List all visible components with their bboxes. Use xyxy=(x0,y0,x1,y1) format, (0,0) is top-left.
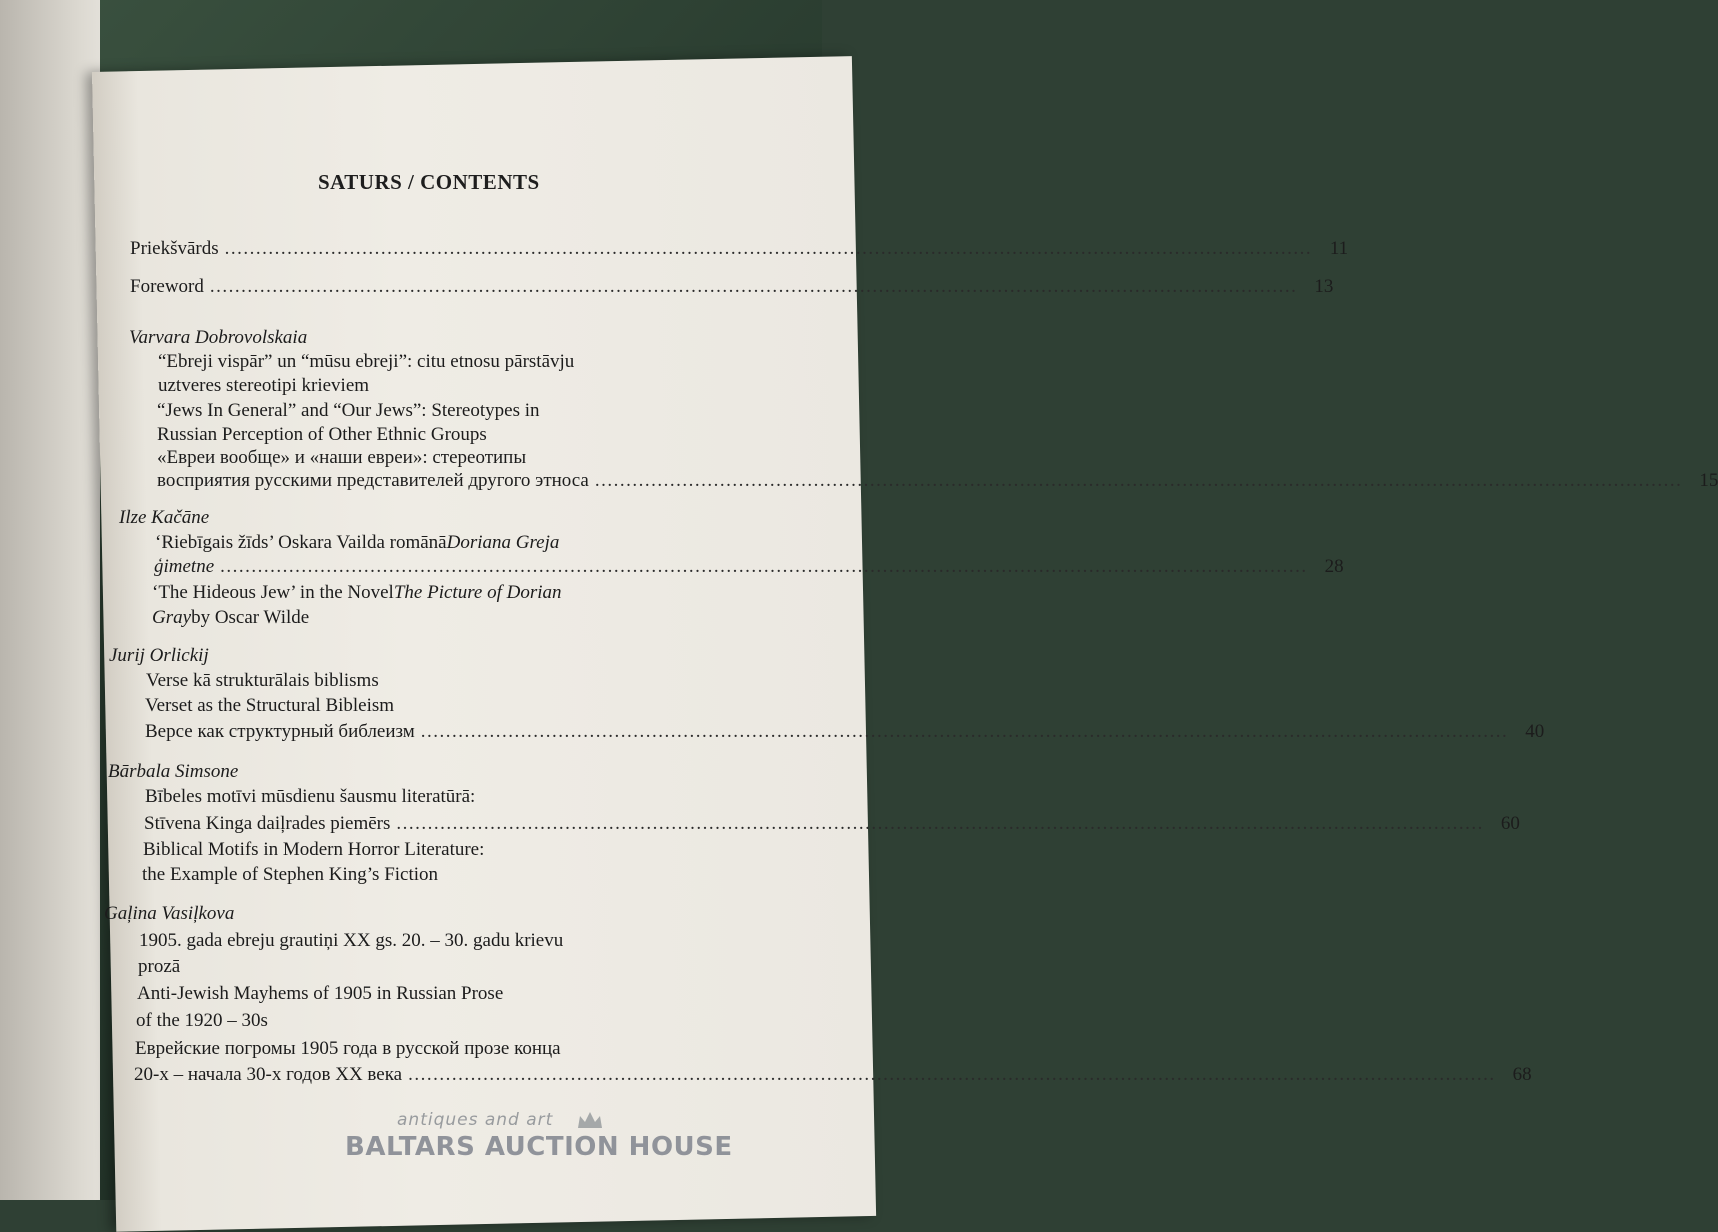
page-number: 68 xyxy=(1512,1064,1532,1085)
crown-icon xyxy=(576,1110,604,1130)
toc-line: uztveres stereotipi krieviem xyxy=(158,375,370,396)
entry-title: Stīvena Kinga daiļrades piemērs xyxy=(144,813,391,834)
entry-title: ģimetne xyxy=(154,556,215,577)
toc-line: of the 1920 – 30s xyxy=(136,1010,268,1031)
toc-line: Bībeles motīvi mūsdienu šausmu literatūrā: xyxy=(145,786,476,807)
toc-line: “Ebreji vispār” un “mūsu ebreji”: citu etnosu pārstāvju xyxy=(158,351,575,372)
toc-entry-orlickij[interactable] xyxy=(145,721,1545,743)
leader-dots: .............................................................................................................................................................................. xyxy=(220,556,1308,577)
toc-line: «Евреи вообще» и «наши евреи»: стереотипы xyxy=(157,447,527,468)
leader-dots: .............................................................................................................................................................................. xyxy=(396,813,1484,834)
toc-entry-foreword[interactable] xyxy=(130,276,1334,298)
toc-line: ‘Riebīgais žīds’ Oskara Vailda romānā Doriana Greja xyxy=(155,532,560,553)
page-number: 28 xyxy=(1324,556,1344,577)
toc-entry-simsone[interactable] xyxy=(144,813,1520,835)
toc-line: Verset as the Structural Bibleism xyxy=(145,695,395,716)
leader-dots: .............................................................................................................................................................................. xyxy=(594,470,1683,491)
toc-line: the Example of Stephen King’s Fiction xyxy=(142,864,439,885)
leader-dots: .............................................................................................................................................................................. xyxy=(408,1064,1496,1085)
toc-line: “Jews In General” and “Our Jews”: Stereotypes in xyxy=(157,400,540,421)
entry-title: Priekšvārds xyxy=(130,238,219,259)
author-vasilkova: Gaļina Vasiļkova xyxy=(104,903,235,924)
leader-dots: .............................................................................................................................................................................. xyxy=(420,721,1509,742)
toc-line: prozā xyxy=(138,956,181,977)
page-number: 60 xyxy=(1500,813,1520,834)
toc-entry-kacane[interactable] xyxy=(154,556,1344,578)
toc-line: Gray by Oscar Wilde xyxy=(152,607,310,628)
author-dobrovolskaia: Varvara Dobrovolskaia xyxy=(129,327,308,348)
left-page-edge xyxy=(0,0,100,1200)
toc-entry-vasilkova[interactable] xyxy=(134,1064,1532,1086)
page-number: 40 xyxy=(1525,721,1545,742)
leader-dots: .............................................................................................................................................................................. xyxy=(209,276,1298,297)
toc-line: Russian Perception of Other Ethnic Groups xyxy=(157,424,487,445)
toc-line: Anti-Jewish Mayhems of 1905 in Russian Prose xyxy=(137,983,504,1004)
toc-entry-dobrovolskaia[interactable] xyxy=(157,470,1718,492)
author-simsone: Bārbala Simsone xyxy=(108,761,239,782)
author-orlickij: Jurij Orlickij xyxy=(109,645,209,666)
entry-title: восприятия русскими представителей другого этноса xyxy=(157,470,589,491)
toc-line: ‘The Hideous Jew’ in the Novel The Picture of Dorian xyxy=(152,582,562,603)
toc-line: 1905. gada ebreju grautiņi XX gs. 20. – 30. gadu krievu xyxy=(139,930,564,951)
toc-entry-priekšvārds[interactable] xyxy=(130,238,1349,260)
entry-title: 20-х – начала 30-х годов XX века xyxy=(134,1064,403,1085)
page-number: 13 xyxy=(1314,276,1334,297)
entry-title: Версе как структурный библеизм xyxy=(145,721,415,742)
page-number: 11 xyxy=(1329,238,1349,259)
watermark-tagline: antiques and art xyxy=(397,1110,554,1130)
watermark-brand: BALTARS AUCTION HOUSE xyxy=(345,1132,733,1162)
page-number: 15 xyxy=(1699,470,1718,491)
toc-line: Verse kā strukturālais biblisms xyxy=(146,670,379,691)
toc-line: Еврейские погромы 1905 года в русской прозе конца xyxy=(135,1038,561,1059)
leader-dots: .............................................................................................................................................................................. xyxy=(224,238,1313,259)
entry-title: Foreword xyxy=(130,276,204,297)
auction-house-watermark xyxy=(340,1110,760,1190)
contents-title: SATURS / CONTENTS xyxy=(318,170,540,194)
author-kacane: Ilze Kačāne xyxy=(119,507,210,528)
toc-line: Biblical Motifs in Modern Horror Literature: xyxy=(143,839,485,860)
